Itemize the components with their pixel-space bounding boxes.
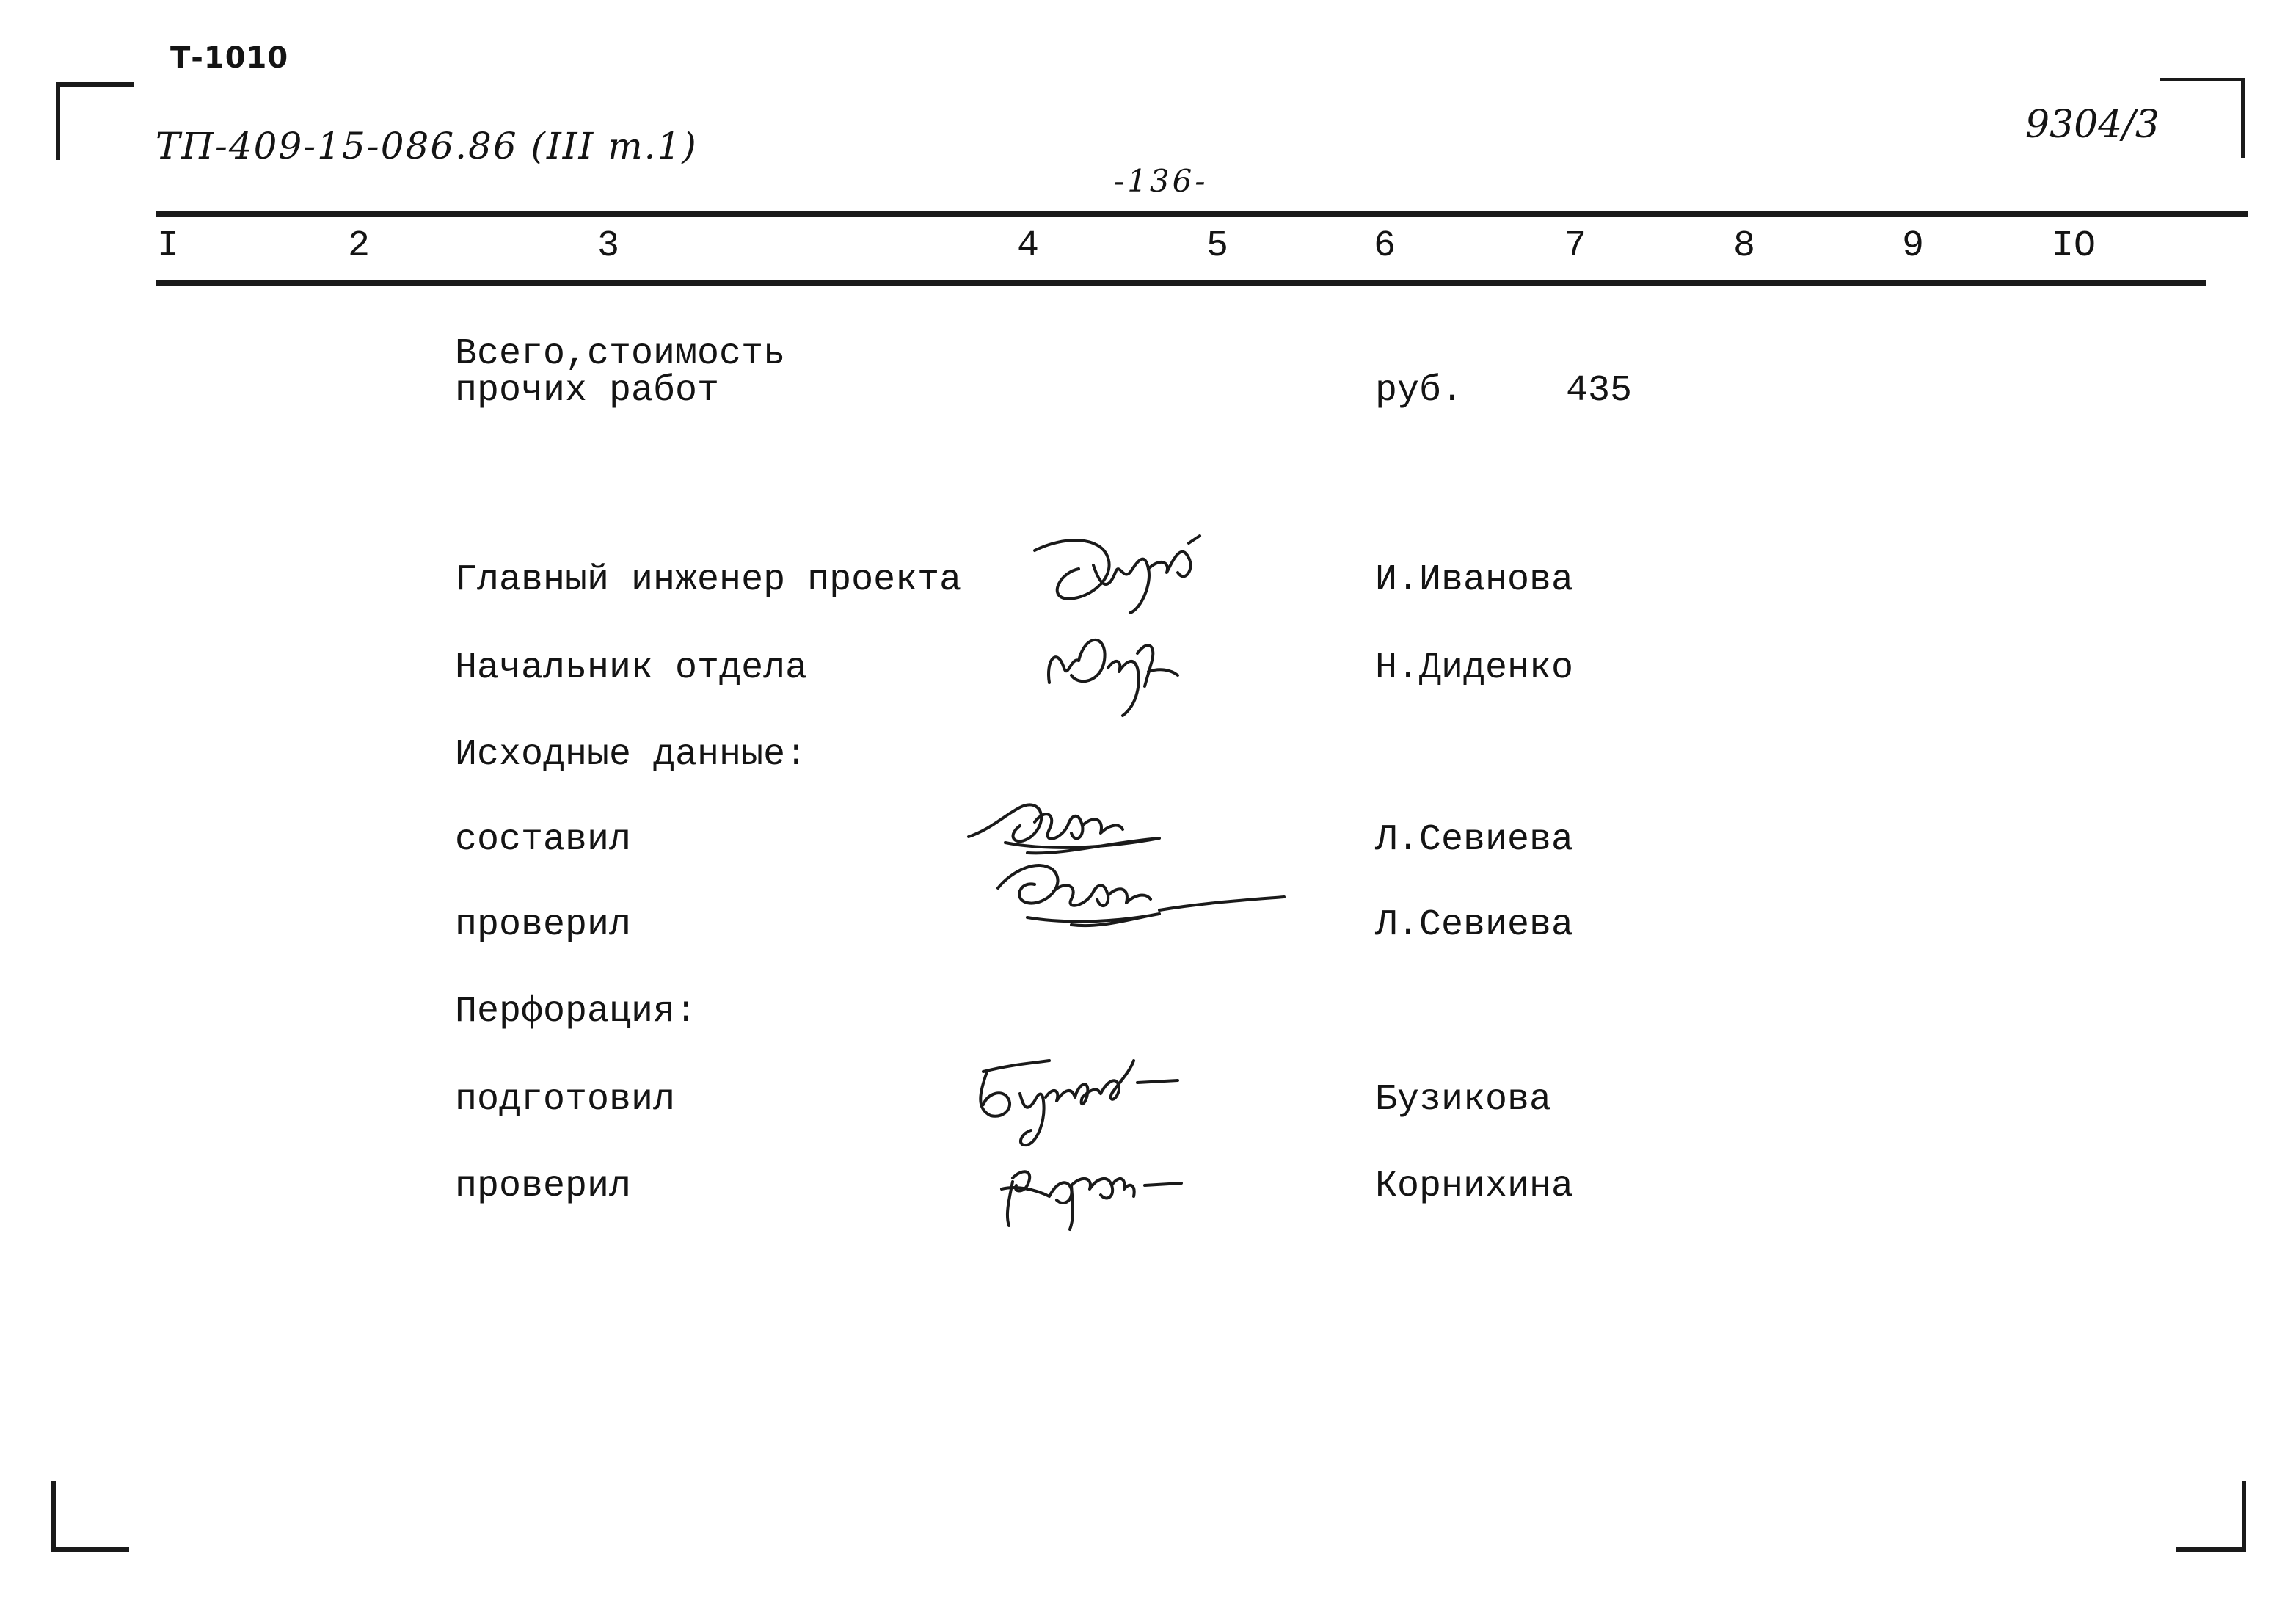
column-number: 2 bbox=[348, 225, 371, 267]
corner-mark-top-right bbox=[2160, 78, 2245, 158]
column-number: 9 bbox=[1902, 225, 1925, 267]
signature-role: Начальник отдела bbox=[455, 647, 808, 689]
total-value: 435 bbox=[1566, 370, 1633, 412]
signature-role: составил bbox=[455, 819, 632, 861]
section-heading: Исходные данные: bbox=[455, 734, 808, 776]
column-number: 8 bbox=[1733, 225, 1756, 267]
handwritten-signature bbox=[983, 851, 1291, 939]
corner-mark-top-left bbox=[56, 82, 134, 160]
handwritten-signature bbox=[1027, 617, 1196, 719]
table-header-bottom-rule bbox=[156, 280, 2206, 286]
table-header-top-rule bbox=[156, 211, 2248, 217]
handwritten-signature bbox=[991, 1145, 1211, 1233]
total-label-line2: прочих работ bbox=[455, 370, 720, 412]
inventory-number: 9304/3 bbox=[2025, 103, 2160, 147]
total-unit: руб. bbox=[1375, 370, 1464, 412]
section-heading: Перфорация: bbox=[455, 991, 698, 1033]
column-number: 6 bbox=[1374, 225, 1396, 267]
handwritten-signature bbox=[961, 1050, 1203, 1152]
signatory-name: Л.Севиева bbox=[1375, 904, 1574, 946]
project-code: ТП-409-15-086.86 (III т.1) bbox=[156, 125, 698, 167]
signatory-name: И.Иванова bbox=[1375, 559, 1574, 601]
column-number: I bbox=[157, 225, 180, 267]
signature-role: подготовил bbox=[455, 1079, 676, 1121]
document-code: Т-1010 bbox=[170, 41, 289, 75]
signature-role: проверил bbox=[455, 1166, 632, 1207]
signature-role: проверил bbox=[455, 904, 632, 946]
signatory-name: Корнихина bbox=[1375, 1166, 1574, 1207]
column-number: IO bbox=[2052, 225, 2096, 267]
corner-mark-bottom-right bbox=[2176, 1481, 2246, 1552]
signatory-name: Н.Диденко bbox=[1375, 647, 1574, 689]
corner-mark-bottom-left bbox=[51, 1481, 129, 1552]
handwritten-signature bbox=[1020, 528, 1218, 617]
total-label-line1: Всего,стоимость bbox=[455, 333, 786, 375]
column-number: 3 bbox=[597, 225, 620, 267]
column-number: 4 bbox=[1017, 225, 1040, 267]
signatory-name: Бузикова bbox=[1375, 1079, 1552, 1121]
column-number: 5 bbox=[1206, 225, 1229, 267]
page-number: -136- bbox=[1114, 163, 1209, 199]
column-number: 7 bbox=[1564, 225, 1587, 267]
signatory-name: Л.Севиева bbox=[1375, 819, 1574, 861]
signature-role: Главный инженер проекта bbox=[455, 559, 962, 601]
